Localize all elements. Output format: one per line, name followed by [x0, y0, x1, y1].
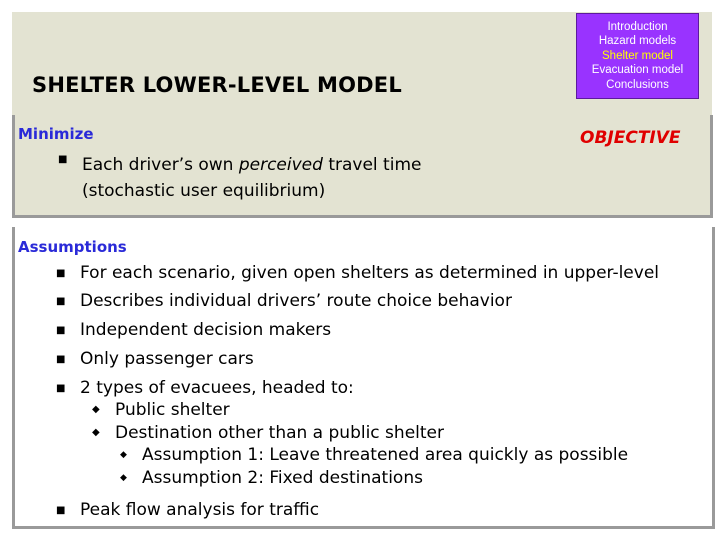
assumption-item: Only passenger cars [80, 349, 254, 369]
assumption-item: Independent decision makers [80, 320, 332, 340]
objective-bullet-text [82, 152, 562, 204]
square-bullet-icon: ■ [56, 383, 66, 394]
nav-item-conclusions[interactable]: Conclusions [606, 78, 669, 91]
square-bullet-icon: ■ [56, 325, 66, 336]
objective-heading: Minimize [18, 125, 94, 143]
square-bullet-icon: ■ [56, 268, 66, 279]
assumption-sub-item: Destination other than a public shelter [115, 423, 444, 443]
nav-item-introduction[interactable]: Introduction [607, 20, 668, 33]
nav-item-shelter-model[interactable]: Shelter model [602, 49, 673, 62]
slide-title: SHELTER LOWER-LEVEL MODEL [32, 73, 402, 97]
objective-text-emphasis: perceived [238, 155, 323, 175]
assumption-sub-item: Public shelter [115, 400, 230, 420]
diamond-bullet-icon: ◆ [92, 404, 100, 415]
objective-text-before: Each driver’s own [82, 155, 239, 175]
nav-item-hazard-models[interactable]: Hazard models [598, 35, 677, 48]
diamond-bullet-icon: ◆ [120, 473, 127, 483]
nav-item-evacuation-model[interactable]: Evacuation model [591, 64, 684, 77]
diamond-bullet-icon: ◆ [120, 450, 127, 460]
objective-text-after: travel time [322, 155, 422, 175]
objective-text-line2: (stochastic user equilibrium) [82, 181, 326, 201]
assumption-item: For each scenario, given open shelters as determined in upper-level [80, 263, 660, 283]
square-bullet-icon: ■ [56, 505, 66, 516]
assumptions-heading: Assumptions [18, 238, 127, 256]
assumption-sub-sub-item: Assumption 1: Leave threatened area quickly as possible [142, 445, 629, 465]
assumption-item: 2 types of evacuees, headed to: [80, 378, 354, 398]
section-nav [576, 13, 699, 99]
objective-tag: OBJECTIVE [580, 128, 681, 148]
square-bullet-icon: ■ [56, 354, 66, 365]
assumption-item: Peak flow analysis for traffic [80, 500, 320, 520]
assumption-item: Describes individual drivers’ route choice behavior [80, 291, 512, 311]
assumption-sub-sub-item: Assumption 2: Fixed destinations [142, 468, 423, 488]
diamond-bullet-icon: ◆ [92, 427, 100, 438]
square-bullet-icon: ■ [58, 154, 68, 165]
square-bullet-icon: ■ [56, 296, 66, 307]
